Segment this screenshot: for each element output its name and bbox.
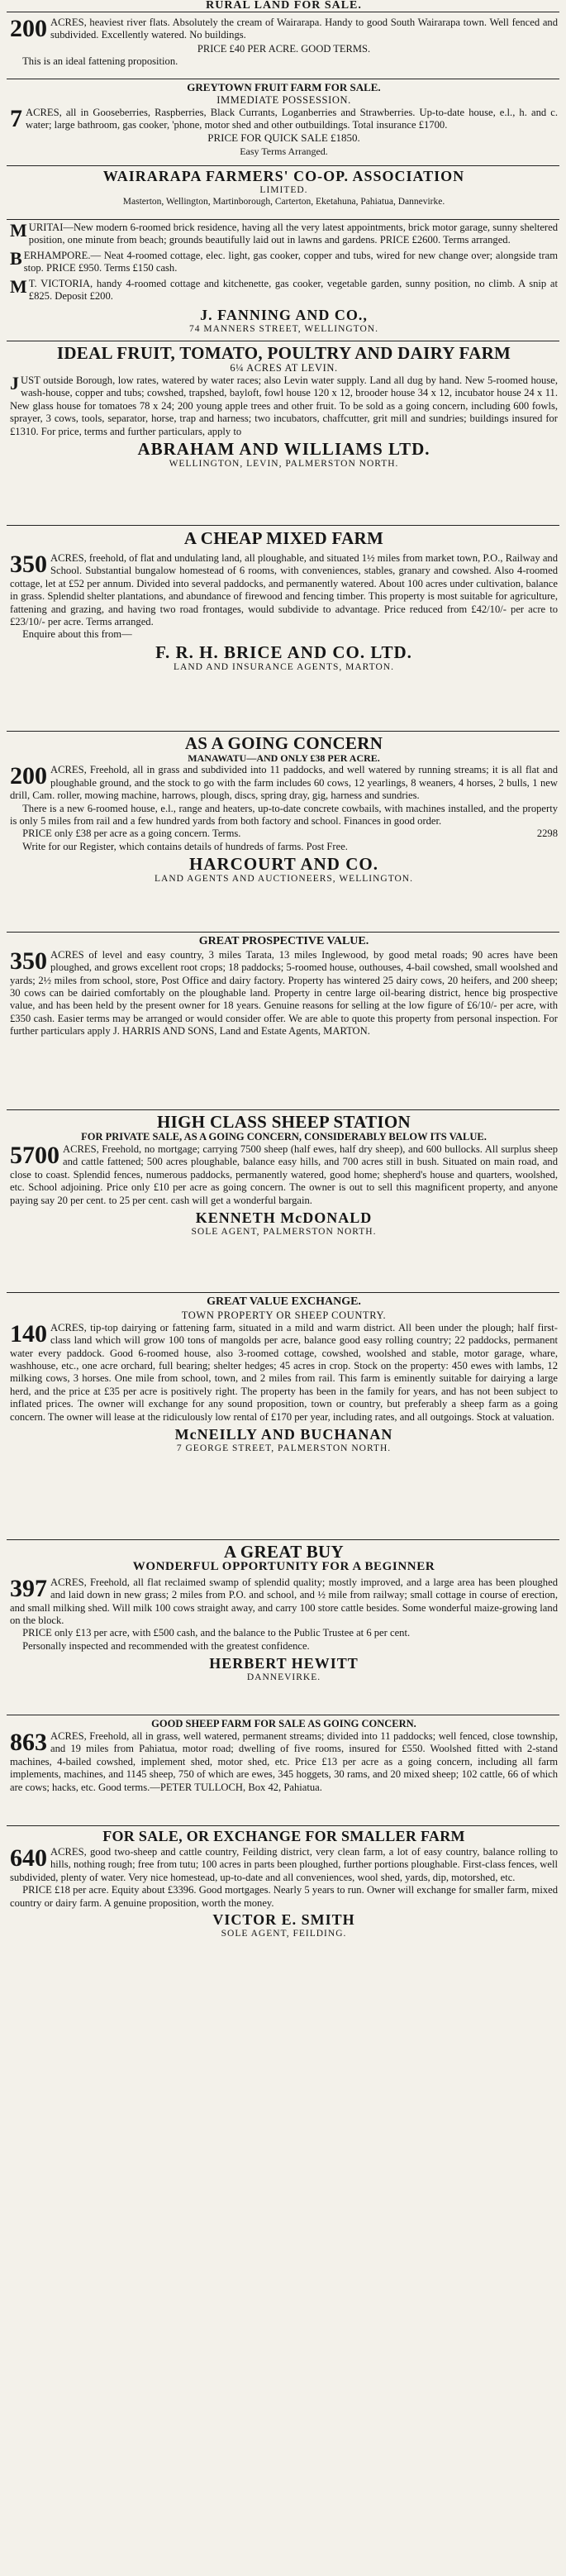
ad-acreage: 200 [10,17,47,42]
ad-write-note: Write for our Register, which contains details of hundreds of farms. Post Free. [22,840,348,852]
ad-subtitle: FOR PRIVATE SALE, AS A GOING CONCERN, CONSIDERABLY BELOW ITS VALUE. [81,1131,487,1143]
ad-dropcap: M [10,222,27,241]
ad-note: This is an ideal fattening proposition. [22,55,178,68]
ad-price: PRICE only £13 per acre, with £500 cash, and the balance to the Public Trustee at 6 per cent. [22,1627,411,1639]
ad-subtitle: WONDERFUL OPPORTUNITY FOR A BEGINNER [132,1560,435,1574]
agent-address: LAND AND INSURANCE AGENTS, MARTON. [174,661,394,672]
ad-enquire: Enquire about this from— [22,628,132,641]
ad-acreage: 350 [10,551,47,579]
ad-high-class-sheep-station [10,1113,558,1290]
ad-title: GREYTOWN FRUIT FARM FOR SALE. [187,81,381,93]
ad-price: PRICE FOR QUICK SALE £1850. [207,131,360,145]
ad-acreage: 863 [10,1729,47,1756]
ad-title: HIGH CLASS SHEEP STATION [157,1113,411,1132]
agent-name: HARCOURT AND CO. [189,854,378,875]
ad-title: AS A GOING CONCERN [184,734,383,753]
ad-body: T. VICTORIA, handy 4-roomed cottage and kitchenette, gas cooker, vegetable garden, sunny position, no climb. A snip at £825. Deposit £200. [28,277,558,303]
ad-dropcap: M [10,275,27,297]
ad-great-prospective-value [10,935,558,1107]
agent-address: DANNEVIRKE. [246,1672,321,1683]
ad-terms: Easy Terms Arranged. [240,145,328,157]
ad-body: ACRES, heaviest river flats. Absolutely the cream of Wairarapa. Handy to good South Wairarapa town. Well fenced and subdivided. Excellently watered. No buildings. [50,17,558,41]
ad-title: GREAT PROSPECTIVE VALUE. [198,935,369,947]
ad-subtitle: IMMEDIATE POSSESSION. [216,93,351,106]
ad-acreage: 7 [10,104,22,132]
ad-going-concern-manawatu [10,734,558,929]
ad-body: URITAI—New modern 6-roomed brick residence, having all the very latest appointments, brick motor garage, sunny sheltered position, one minute from beach; grounds beautifully laid out in lawns and gardens. PRICE £2600. Terms arranged. [28,222,558,246]
agent-name: KENNETH McDONALD [195,1209,373,1227]
ad-title: GOOD SHEEP FARM FOR SALE AS GOING CONCERN. [151,1718,416,1729]
ad-subtitle: 6¼ ACRES AT LEVIN. [230,362,338,374]
divider [7,1539,559,1540]
agent-name: F. R. H. BRICE AND CO. LTD. [155,642,412,662]
ad-body: ACRES, Freehold, all in grass, well watered, permanent streams; divided into 11 paddocks; well fenced, close township, and 19 miles from Pahiatua, motor road; dwelling of five rooms, insured for £550. Woolshed fitted with 2-stand machines, 4-bailed cowshed, implement shed, motor shed, etc. Price £13 per acre as a going concern, including all farm implements, machines, and 1145 sheep, 750 of which are ewes, 345 hoggets, 30 rams, and 20 mixed sheep; 102 cattle, 66 of which are cows; hacks, etc. Good terms.—PETER TULLOCH, Box 42, Pahiatua. [10,1730,558,1793]
divider [7,1825,559,1826]
ad-price: PRICE £18 per acre. Equity about £3396. Good mortgages. Nearly 5 years to run. Owner will exchange for smaller farm, mixed country or dairy farm. A genuine proposition, worth the money. [10,1884,558,1909]
ad-great-value-exchange [10,1295,558,1537]
ad-body: ERHAMPORE.— Neat 4-roomed cottage, elec. light, gas cooker, copper and tubs, wired for new change over; alongside tram stop. PRICE £950. Terms £150 cash. [23,249,558,274]
agent-address: WELLINGTON, LEVIN, PALMERSTON NORTH. [169,459,399,470]
divider [7,165,559,166]
ad-body: ACRES, freehold, of flat and undulating land, all ploughable, and situated 1½ miles from market town, P.O., Railway and School. Substantial bungalow homestead of 6 rooms, with conveniences, stables, granary and cowshed. Also 4-roomed cottage, let at £52 per annum. Divided into several paddocks, and permanently watered. About 100 acres under cultivation, balance in grass. Splendid shelter plantations, and abundance of firewood and fencing timber. This property is most suitable for agriculture, fattening and grazing, and having two road frontages, would subdivide to advantage. Price reduced from £42/10/- per acre to £23/10/- per acre. Terms arranged. [10,552,558,628]
ad-dropcap: B [10,247,22,269]
ad-greytown-fruit-farm [10,81,558,161]
ad-200-acres-wairarapa [10,17,558,76]
section-title: RURAL LAND FOR SALE. [206,0,362,12]
agent-address: SOLE AGENT, FEILDING. [221,1928,347,1939]
agent-name: HERBERT HEWITT [209,1655,359,1672]
ad-acreage: 5700 [10,1142,59,1170]
ad-body: ACRES, good two-sheep and cattle country, Feilding district, very clean farm, a lot of easy country, balance rolling to hills, nothing rough; free from tutu; 100 acres in parts been ploughed, further portions ploughable. First-class fences, well subdivided, plenty of water. Very nice homestead, up-to-date and all conveniences, wool shed, yards, dip, motorshed, etc. [10,1845,558,1883]
agent-address: 7 GEORGE STREET, PALMERSTON NORTH. [176,1443,392,1453]
ad-body: ACRES, tip-top dairying or fattening farm, situated in a mild and warm district. All been under the plough; half first-class land which will grow 100 tons of mangolds per acre, balance good easy rolling country; 22 paddocks, permanent water every paddock. Good 6-roomed house, also 3-roomed cottage, cowshed, woolshed and stable, motor garage, whare, washhouse, etc., one acre orchard, full bearing; shelter hedges; 45 acres in crop. Stock on the property: 450 ewes with lambs, 12 milking cows, 3 horses. One mile from school, town, and 2 miles from rail. This farm is eminently suitable for dairying a large herd, and the price at £35 per acre is positively right. The property has been in the family for years, and has not been subject to inflated prices. The owner will exchange for any sound proposition, town or country, but preferably a sheep farm as a going concern. The owner will lease at the ridiculously low rental of £170 per year, including rates, and all outgoings. Stock at valuation. [10,1321,558,1423]
agent-name: WAIRARAPA FARMERS' CO-OP. ASSOCIATION [102,169,465,184]
ad-body: UST outside Borough, low rates, watered by water races; also Levin water supply. Land all dug by hand. New 5-roomed house, wash-house, copper and tubs; cowshed, trapshed, bayloft, fowl house 120 x 12, brooder house 34 x 12, incubator house 24 x 11. New glass house for tomatoes 78 x 24; 200 young apple trees and other fruit. To be sold as a going concern, including 600 fowls, sprayer, 3 cows, tools, separator, horse, trap and harness; two incubators, chaffcutter, grit mill and sundries; buildings insured for £1310. For price, terms and further particulars, apply to [10,374,558,437]
agent-limited: LIMITED. [259,184,308,195]
agent-address: LAND AGENTS AND AUCTIONEERS, WELLINGTON. [154,874,413,885]
agent-towns: Masterton, Wellington, Martinborough, Carterton, Eketahuna, Pahiatua, Dannevirke. [122,197,445,208]
divider [7,932,559,933]
ad-title: IDEAL FRUIT, TOMATO, POULTRY AND DAIRY FARM [56,344,511,363]
ad-body: ACRES, all in Gooseberries, Raspberries, Black Currants, Loganberries and Strawberries. Up-to-date house, e.l., h. and c. water; large bathroom, gas cooker, 'phone, motor shed and other outbuildings. Total insurance £1700. [26,106,558,131]
divider [7,1292,559,1293]
ad-price: PRICE only £38 per acre as a going concern. Terms. [22,828,241,840]
ad-title: FOR SALE, OR EXCHANGE FOR SMALLER FARM [102,1829,465,1844]
ad-subtitle: MANAWATU—AND ONLY £38 PER ACRE. [188,752,380,765]
ad-body-2: There is a new 6-roomed house, e.l., range and heaters, up-to-date concrete cowbails, with machines installed, and the property is only 5 miles from rail and a few hundred yards from both factory and school. Finances in good order. [10,802,558,828]
divider [7,525,559,526]
ad-great-buy-beginner [10,1543,558,1712]
agent-name: ABRAHAM AND WILLIAMS LTD. [137,439,430,460]
agent-name: J. FANNING AND CO., [200,307,368,324]
agent-name: VICTOR E. SMITH [212,1911,355,1928]
ad-wairarapa-farmers-coop [10,169,558,217]
ad-levin-fruit-poultry-farm [10,344,558,522]
ad-body: ACRES of level and easy country, 3 miles Tarata, 13 miles Inglewood, by good metal roads; 90 acres have been ploughed, and grows excellent root crops; 18 paddocks; 5-roomed house, outhouses, 4-bail cowshed, small woolshed and yards; 2½ miles from school, store, Post Office and dairy factory. Property has wintered 25 dairy cows, 20 heifers, and 200 sheep; 30 cows can be dairied comfortably on the ploughable land. Property in centre large oil-bearing district, hence big prospective value, and has been held by the present owner for 18 years. Genuine reasons for selling at the low figure of £6/10/- per acre, with £350 cash. Easier terms may be arranged or would consider offer. We are able to quote this property from personal inspection. For further particulars apply J. HARRIS AND SONS, Land and Estate Agents, MARTON. [10,948,558,1038]
ad-title: GREAT VALUE EXCHANGE. [207,1295,361,1308]
agent-address: 74 MANNERS STREET, WELLINGTON. [188,324,378,335]
ad-note: Personally inspected and recommended with the greatest confidence. [22,1639,310,1652]
agent-address: SOLE AGENT, PALMERSTON NORTH. [191,1226,377,1237]
ad-title: A CHEAP MIXED FARM [183,529,384,548]
ad-body: ACRES, Freehold, no mortgage; carrying 7500 sheep (half ewes, half dry sheep), and 600 bullocks. All surplus sheep and cattle fattened; 500 acres ploughable, balance easy hills, and 700 acres still in bush. Situated on main road, and close to coast. Splendid fences, numerous paddocks, permanently watered, good home; shepherd's house and quarters, woolshed, etc. School adjoining. Price only £10 per acre as going concern. The owner is out to sell this magnificent property, and anyone paying say 20 per cent. to 25 per cent. cash will get a wonderful bargain. [10,1143,558,1206]
divider [7,1109,559,1110]
divider [7,219,559,220]
ad-title: A GREAT BUY [224,1543,344,1562]
ad-body: ACRES, Freehold, all flat reclaimed swamp of splendid quality; mostly improved, and a large area has been ploughed and laid down in new grass; 2 miles from P.O. and school, and ½ mile from railway; small cottage in course of erection, and small milking shed. Will milk 100 cows straight away, and carry 100 store cattle besides. Some wonderful maize-growing land on the block. [10,1576,558,1627]
ad-acreage: 200 [10,762,47,790]
ad-subtitle: TOWN PROPERTY OR SHEEP COUNTRY. [181,1309,387,1321]
ad-fanning-and-co [10,222,558,339]
ad-cheap-mixed-farm [10,529,558,729]
agent-name: McNEILLY AND BUCHANAN [174,1426,393,1443]
ad-good-sheep-farm [10,1718,558,1824]
ad-reference-number: 2298 [536,828,558,840]
ad-for-sale-or-exchange [10,1829,558,1994]
divider [7,731,559,732]
ad-acreage: 640 [10,1844,47,1872]
ad-body: ACRES, Freehold, all in grass and subdivided into 11 paddocks, and well watered by running streams; it is all flat and ploughable ground, and the stock to go with the farm includes 60 cows, 12 yearlings, 8 weaners, 4 horses, 2 bulls, 1 new drill, Cam. roller, mowing machine, harrows, plough, discs, spring dray, gig, harness and sundries. [10,764,558,802]
ad-acreage: 140 [10,1319,47,1348]
ad-price: PRICE £40 PER ACRE. GOOD TERMS. [197,42,371,55]
ad-dropcap: J [10,373,19,394]
ad-acreage: 397 [10,1574,47,1602]
ad-acreage: 350 [10,947,47,975]
